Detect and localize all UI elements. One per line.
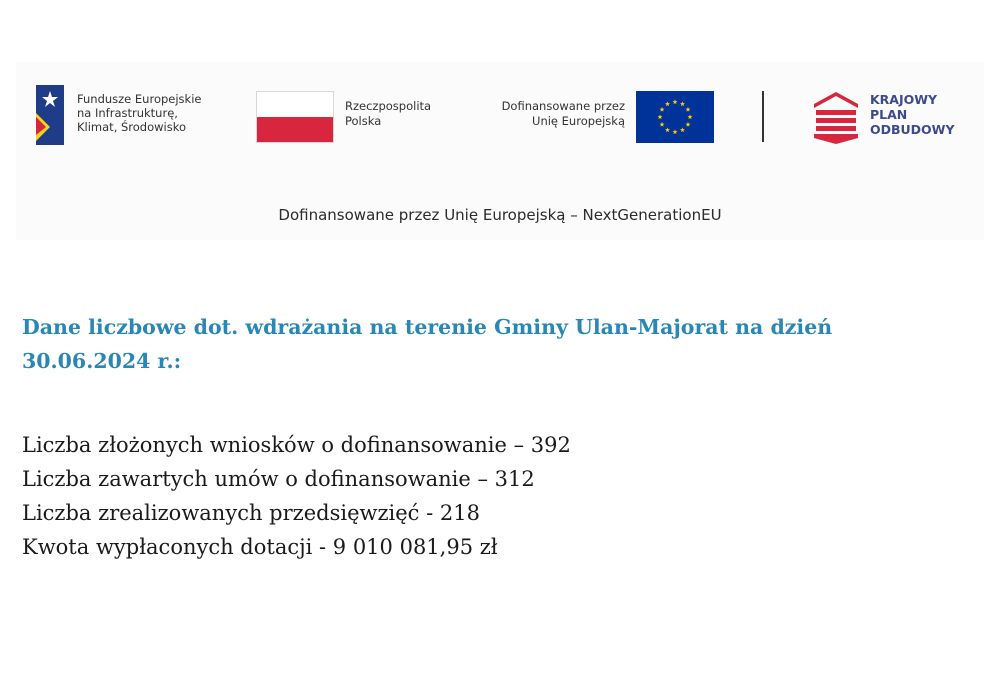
- nextgeneration-caption: Dofinansowane przez Unię Europejską – NextGenerationEU: [278, 206, 722, 224]
- fundusze-line-1: Fundusze Europejskie: [77, 92, 202, 106]
- heading-line-2: 30.06.2024 r.:: [22, 349, 182, 373]
- rzeczpospolita-label: [345, 99, 431, 129]
- stat-submitted-applications: Liczba złożonych wniosków o dofinansowanie – 392: [22, 433, 571, 457]
- stats-list: [22, 428, 571, 564]
- eu-flag-icon: [636, 91, 714, 143]
- kpo-line-3: ODBUDOWY: [870, 122, 955, 137]
- krajowy-plan-odbudowy-label: [870, 92, 955, 137]
- stat-completed-projects: Liczba zrealizowanych przedsięwzięć - 218: [22, 501, 480, 525]
- fundusze-europejskie-label: [77, 92, 201, 134]
- krajowy-plan-odbudowy-icon: [812, 90, 860, 144]
- polish-flag-red-stripe: [257, 117, 333, 142]
- heading-line-1: Dane liczbowe dot. wdrażania na terenie Gminy Ulan-Majorat na dzień: [22, 315, 833, 339]
- kpo-line-2: PLAN: [870, 107, 908, 122]
- fundusze-line-3: Klimat, Środowisko: [77, 120, 187, 134]
- polish-flag-icon: [256, 91, 334, 143]
- polish-flag-white-stripe: [257, 92, 333, 117]
- stat-signed-agreements: Liczba zawartych umów o dofinansowanie – 312: [22, 467, 535, 491]
- page-heading: [22, 310, 982, 378]
- logo-divider: [762, 91, 764, 142]
- rzeczpospolita-line-1: Rzeczpospolita: [345, 99, 432, 113]
- unia-europejska-label: [470, 99, 625, 129]
- rzeczpospolita-line-2: Polska: [345, 114, 382, 128]
- unia-line-1: Dofinansowane przez: [501, 99, 625, 113]
- unia-line-2: Unię Europejską: [532, 114, 625, 128]
- fundusze-europejskie-stars-icon: [32, 83, 68, 147]
- kpo-line-1: KRAJOWY: [870, 92, 938, 107]
- stat-paid-subsidies: Kwota wypłaconych dotacji - 9 010 081,95 zł: [22, 535, 498, 559]
- fundusze-line-2: na Infrastrukturę,: [77, 106, 178, 120]
